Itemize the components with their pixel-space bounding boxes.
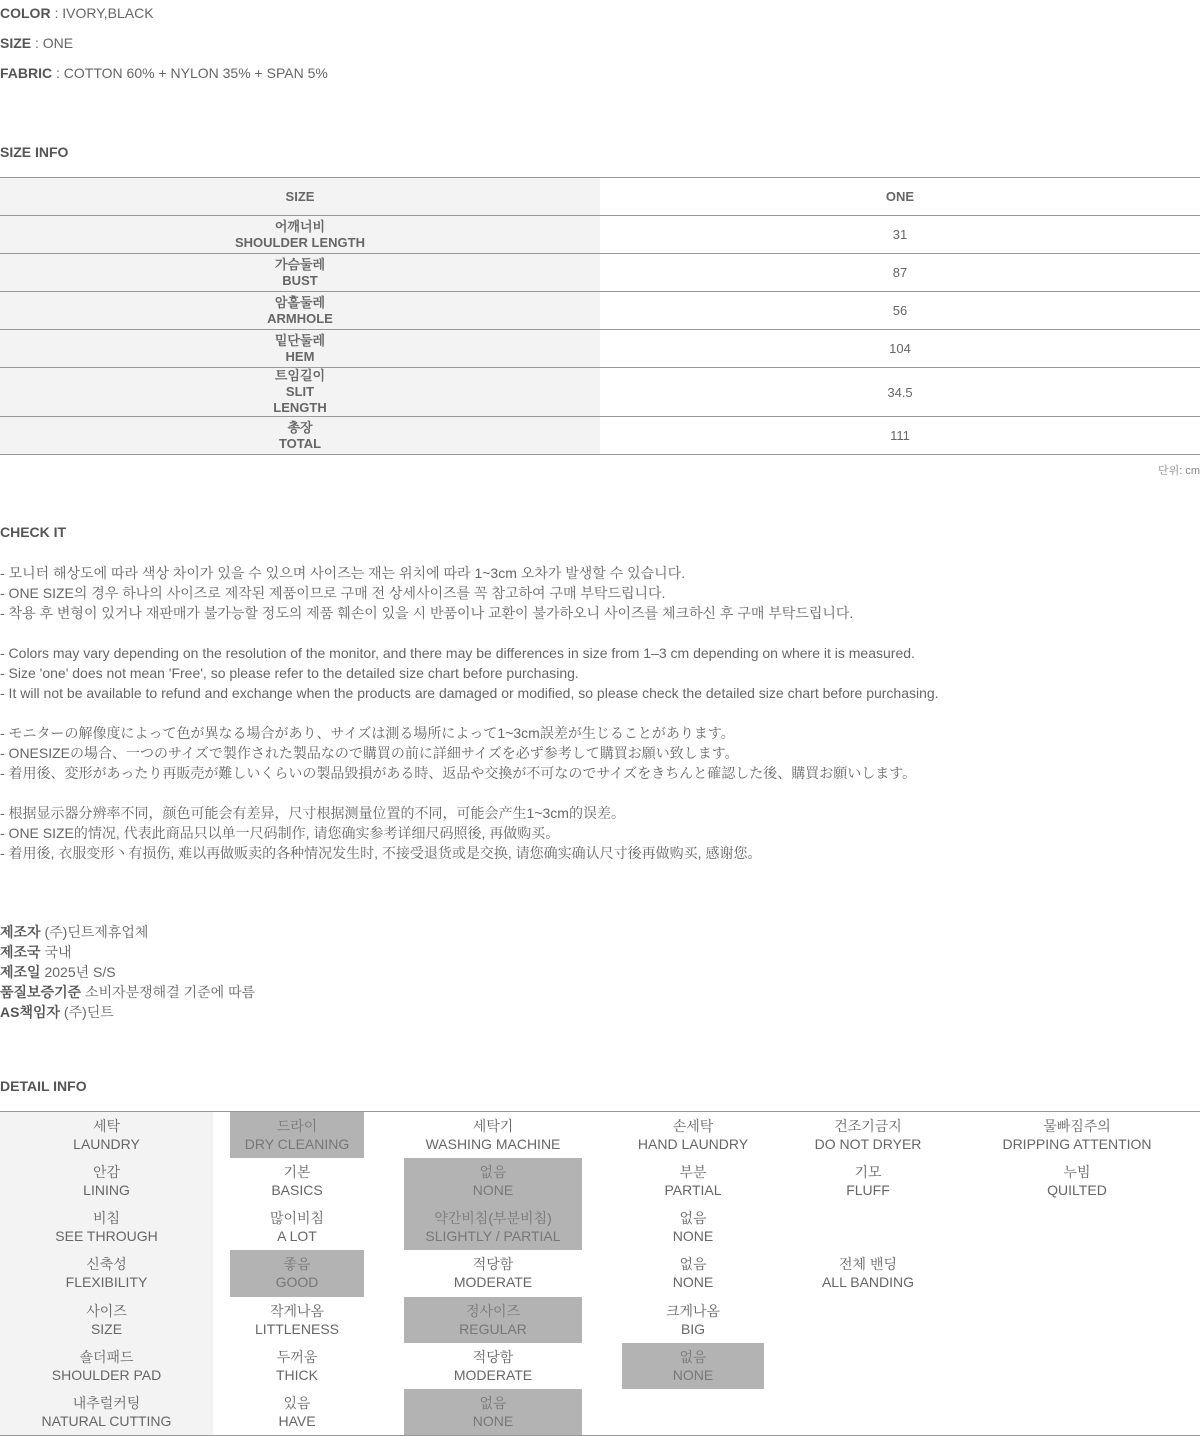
detail-option-en: BASICS bbox=[271, 1182, 323, 1199]
detail-option-en: HAND LAUNDRY bbox=[637, 1136, 749, 1153]
detail-option-en: LITTLENESS bbox=[254, 1320, 340, 1337]
maker-line bbox=[0, 962, 255, 982]
detail-info-grid bbox=[0, 1111, 1200, 1436]
detail-option-ko: 부분 bbox=[679, 1164, 707, 1181]
note-line: - 根据显示器分辨率不同，颜色可能会有差异，尺寸根据测量位置的不同，可能会产生1~3cm的误差。 bbox=[0, 805, 625, 821]
size-value: : ONE bbox=[31, 35, 74, 51]
detail-label-line: LAUNDRY bbox=[73, 1136, 140, 1153]
maker-label: 제조자 bbox=[0, 924, 41, 940]
detail-option-en: MODERATE bbox=[453, 1366, 533, 1383]
detail-option-en: NONE bbox=[672, 1274, 714, 1291]
detail-option-en: FLUFF bbox=[846, 1182, 890, 1199]
detail-label-line: 안감 bbox=[92, 1164, 121, 1181]
detail-option-ko: 크게나옴 bbox=[665, 1302, 721, 1319]
maker-value: (주)딘트 bbox=[60, 1004, 114, 1020]
detail-row-label bbox=[0, 1112, 213, 1158]
size-row-label-line: BUST bbox=[282, 272, 318, 288]
detail-option bbox=[404, 1389, 582, 1435]
size-info-title: SIZE INFO bbox=[0, 144, 69, 160]
detail-label-line: 비침 bbox=[92, 1210, 121, 1227]
detail-option bbox=[404, 1112, 582, 1158]
detail-row-label bbox=[0, 1250, 213, 1296]
detail-option-en: NONE bbox=[672, 1366, 714, 1383]
detail-option bbox=[798, 1112, 938, 1158]
detail-option bbox=[622, 1112, 764, 1158]
size-row bbox=[0, 216, 1200, 254]
detail-option-en: DRY CLEANING bbox=[244, 1136, 350, 1153]
detail-option-ko: 기본 bbox=[283, 1164, 311, 1181]
maker-value: (주)딘트제휴업체 bbox=[40, 924, 149, 940]
detail-label-line: SHOULDER PAD bbox=[51, 1366, 162, 1383]
size-row-label-line: SHOULDER LENGTH bbox=[235, 234, 365, 250]
detail-option-ko: 건조기금지 bbox=[834, 1118, 902, 1135]
maker-label: AS책임자 bbox=[0, 1004, 61, 1020]
size-row-label-line: LENGTH bbox=[273, 400, 327, 415]
size-spec bbox=[0, 35, 73, 51]
detail-option-en: DO NOT DRYER bbox=[814, 1136, 922, 1153]
detail-option-ko: 없음 bbox=[679, 1210, 707, 1227]
detail-label-line: NATURAL CUTTING bbox=[41, 1412, 172, 1429]
maker-line bbox=[0, 922, 255, 942]
detail-label-line: 내추럴커팅 bbox=[72, 1394, 141, 1411]
detail-option bbox=[404, 1158, 582, 1204]
detail-row-label bbox=[0, 1343, 213, 1389]
note-line: - ONE SIZE의 경우 하나의 사이즈로 제작된 제품이므로 구매 전 상세사이즈를 꼭 참고하여 구매 부탁드립니다. bbox=[0, 585, 666, 601]
note-line: - 着用後, 衣服变形丶有损伤, 难以再做贩卖的各种情况发生时, 不接受退货或是交换, 请您确实确认尺寸後再做购买, 感谢您。 bbox=[0, 845, 762, 861]
size-row-value: 34.5 bbox=[887, 384, 913, 400]
size-row-label-line: SLIT bbox=[285, 384, 315, 399]
detail-row-label bbox=[0, 1389, 213, 1435]
size-row-label-line: 가슴둘레 bbox=[274, 256, 326, 272]
color-spec bbox=[0, 5, 154, 21]
maker-label: 품질보증기준 bbox=[0, 984, 82, 1000]
detail-option-ko: 없음 bbox=[679, 1348, 707, 1365]
detail-option bbox=[798, 1158, 938, 1204]
detail-option bbox=[230, 1158, 364, 1204]
size-row-label bbox=[0, 417, 600, 454]
detail-option-en: NONE bbox=[472, 1412, 514, 1429]
detail-option-en: A LOT bbox=[277, 1228, 317, 1245]
detail-option bbox=[230, 1389, 364, 1435]
size-row-label-line: 트임길이 bbox=[274, 368, 326, 383]
detail-option bbox=[230, 1250, 364, 1296]
detail-option-ko: 정사이즈 bbox=[465, 1302, 521, 1319]
detail-option bbox=[230, 1297, 364, 1343]
note-line: - 모니터 해상도에 따라 색상 차이가 있을 수 있으며 사이즈는 재는 위치에 따라 1~3cm 오차가 발생할 수 있습니다. bbox=[0, 565, 686, 581]
note-gap bbox=[0, 703, 1200, 723]
detail-row-label bbox=[0, 1297, 213, 1343]
color-value: : IVORY,BLACK bbox=[50, 5, 154, 21]
detail-option bbox=[404, 1250, 582, 1296]
detail-label-line: 사이즈 bbox=[86, 1302, 127, 1319]
maker-value: 국내 bbox=[40, 944, 72, 960]
note-line: - Size 'one' does not mean 'Free', so please refer to the detailed size chart before purchasing. bbox=[0, 665, 579, 681]
detail-option-en: REGULAR bbox=[459, 1320, 527, 1337]
note-line: - ONE SIZE的情况, 代表此商品只以单一尺码制作, 请您确实参考详细尺码照後, 再做购买。 bbox=[0, 825, 560, 841]
maker-value: 소비자분쟁해결 기준에 따름 bbox=[81, 984, 256, 1000]
size-row-label bbox=[0, 292, 600, 329]
size-row-label-line: 총장 bbox=[287, 419, 313, 435]
detail-option-en: GOOD bbox=[275, 1274, 319, 1291]
size-row-label-line: 암홀둘레 bbox=[274, 294, 326, 310]
detail-option-ko: 좋음 bbox=[283, 1256, 311, 1273]
detail-option-ko: 물빠짐주의 bbox=[1043, 1118, 1111, 1135]
detail-info-title: DETAIL INFO bbox=[0, 1078, 87, 1094]
maker-label: 제조국 bbox=[0, 944, 41, 960]
maker-label: 제조일 bbox=[0, 964, 41, 980]
note-line: - 着用後、変形があったり再販売が難しいくらいの製品毀損がある時、返品や交換が不可なのでサイズをきちんと確認した後、購買お願いします。 bbox=[0, 765, 917, 781]
detail-option-en: ALL BANDING bbox=[821, 1274, 915, 1291]
maker-value: 2025년 S/S bbox=[40, 964, 116, 980]
detail-option-ko: 세탁기 bbox=[472, 1118, 514, 1135]
detail-option bbox=[622, 1250, 764, 1296]
size-row-label-line: ARMHOLE bbox=[267, 310, 333, 326]
size-label: SIZE bbox=[0, 35, 32, 51]
detail-option-ko: 드라이 bbox=[276, 1118, 318, 1135]
detail-option-en: QUILTED bbox=[1047, 1182, 1107, 1199]
detail-option bbox=[622, 1297, 764, 1343]
size-header-label: SIZE bbox=[0, 178, 600, 215]
color-label: COLOR bbox=[0, 5, 51, 21]
detail-option bbox=[622, 1204, 764, 1250]
detail-label-line: SEE THROUGH bbox=[55, 1228, 158, 1245]
size-row-label bbox=[0, 330, 600, 367]
size-table-header bbox=[0, 178, 1200, 216]
detail-option-ko: 적당함 bbox=[472, 1348, 514, 1365]
detail-option-ko: 손세탁 bbox=[672, 1118, 714, 1135]
size-header-value: ONE bbox=[885, 189, 915, 204]
note-gap bbox=[0, 783, 1200, 803]
detail-option-ko: 작게나옴 bbox=[269, 1302, 325, 1319]
size-row bbox=[0, 330, 1200, 368]
note-line: - 착용 후 변형이 있거나 재판매가 불가능할 정도의 제품 훼손이 있을 시 반품이나 교환이 불가하오니 사이즈를 체크하신 후 구매 부탁드립니다. bbox=[0, 605, 854, 621]
check-it-title: CHECK IT bbox=[0, 524, 67, 540]
detail-option bbox=[622, 1158, 764, 1204]
size-row-label bbox=[0, 368, 600, 416]
fabric-label: FABRIC bbox=[0, 65, 53, 81]
detail-option-en: NONE bbox=[672, 1228, 714, 1245]
detail-label-line: FLEXIBILITY bbox=[65, 1274, 148, 1291]
maker-line bbox=[0, 1002, 255, 1022]
size-row-label-line: 밑단둘레 bbox=[274, 332, 326, 348]
detail-option bbox=[230, 1112, 364, 1158]
size-row-value: 31 bbox=[892, 227, 908, 242]
fabric-spec bbox=[0, 65, 328, 81]
detail-option-en: PARTIAL bbox=[664, 1182, 722, 1199]
detail-option-ko: 많이비침 bbox=[269, 1210, 325, 1227]
detail-option bbox=[977, 1158, 1177, 1204]
detail-option-ko: 없음 bbox=[479, 1394, 507, 1411]
detail-label-line: LINING bbox=[83, 1182, 130, 1199]
note-line: - モニターの解像度によって色が異なる場合があり、サイズは測る場所によって1~3cm誤差が生じることがあります。 bbox=[0, 725, 735, 741]
detail-option-ko: 약간비침(부분비침) bbox=[434, 1210, 552, 1227]
detail-label-line: SIZE bbox=[90, 1320, 123, 1337]
detail-option-en: NONE bbox=[472, 1182, 514, 1199]
detail-option-ko: 적당함 bbox=[472, 1256, 514, 1273]
detail-option-en: THICK bbox=[276, 1366, 318, 1383]
detail-option bbox=[798, 1250, 938, 1296]
unit-note: 단위: cm bbox=[1157, 465, 1200, 477]
note-line: - Colors may vary depending on the resolution of the monitor, and there may be differences in size from 1–3 cm depending on where it is measured. bbox=[0, 645, 915, 661]
size-row-label-line: 어깨너비 bbox=[274, 218, 326, 234]
maker-line bbox=[0, 982, 255, 1002]
size-row-value: 56 bbox=[892, 303, 908, 318]
detail-option-en: DRIPPING ATTENTION bbox=[1002, 1136, 1152, 1153]
size-row-label-line: TOTAL bbox=[278, 435, 322, 451]
size-row bbox=[0, 368, 1200, 417]
check-it-notes bbox=[0, 563, 1200, 863]
detail-option-en: BIG bbox=[680, 1320, 706, 1337]
size-row-value: 111 bbox=[890, 428, 910, 443]
detail-option-ko: 두꺼움 bbox=[276, 1348, 318, 1365]
detail-option-ko: 있음 bbox=[283, 1394, 311, 1411]
manufacturer-info bbox=[0, 922, 255, 1022]
detail-option-ko: 없음 bbox=[479, 1164, 507, 1181]
detail-row-label bbox=[0, 1204, 213, 1250]
detail-option bbox=[230, 1204, 364, 1250]
fabric-value: : COTTON 60% + NYLON 35% + SPAN 5% bbox=[52, 65, 328, 81]
detail-option-ko: 누빔 bbox=[1063, 1164, 1091, 1181]
detail-option-en: MODERATE bbox=[453, 1274, 533, 1291]
size-row bbox=[0, 254, 1200, 292]
note-gap bbox=[0, 623, 1200, 643]
detail-option-en: WASHING MACHINE bbox=[425, 1136, 561, 1153]
detail-option-en: HAVE bbox=[278, 1412, 316, 1429]
detail-option bbox=[230, 1343, 364, 1389]
size-row-value: 87 bbox=[892, 265, 908, 280]
detail-label-line: 신축성 bbox=[86, 1256, 127, 1273]
maker-line bbox=[0, 942, 255, 962]
detail-option bbox=[404, 1204, 582, 1250]
detail-row-label bbox=[0, 1158, 213, 1204]
detail-label-line: 세탁 bbox=[92, 1118, 121, 1135]
size-row-label bbox=[0, 216, 600, 253]
detail-option bbox=[977, 1112, 1177, 1158]
detail-option bbox=[622, 1343, 764, 1389]
size-row-label bbox=[0, 254, 600, 291]
size-row-label-line: HEM bbox=[285, 348, 315, 364]
detail-option bbox=[404, 1343, 582, 1389]
detail-option-ko: 전체 밴딩 bbox=[839, 1256, 897, 1273]
size-row bbox=[0, 417, 1200, 454]
detail-option-ko: 기모 bbox=[854, 1164, 882, 1181]
size-row bbox=[0, 292, 1200, 330]
size-table bbox=[0, 177, 1200, 455]
detail-label-line: 숄더패드 bbox=[79, 1348, 134, 1365]
detail-option bbox=[404, 1297, 582, 1343]
note-line: - ONESIZEの場合、一つのサイズで製作された製品なので購買の前に詳細サイズを必ず参考して購買お願い致します。 bbox=[0, 745, 739, 761]
note-line: - It will not be available to refund and exchange when the products are damaged or modified, so please check the detailed size chart before purchasing. bbox=[0, 685, 939, 701]
size-row-value: 104 bbox=[889, 341, 911, 356]
detail-option-ko: 없음 bbox=[679, 1256, 707, 1273]
detail-option-en: SLIGHTLY / PARTIAL bbox=[425, 1228, 561, 1245]
